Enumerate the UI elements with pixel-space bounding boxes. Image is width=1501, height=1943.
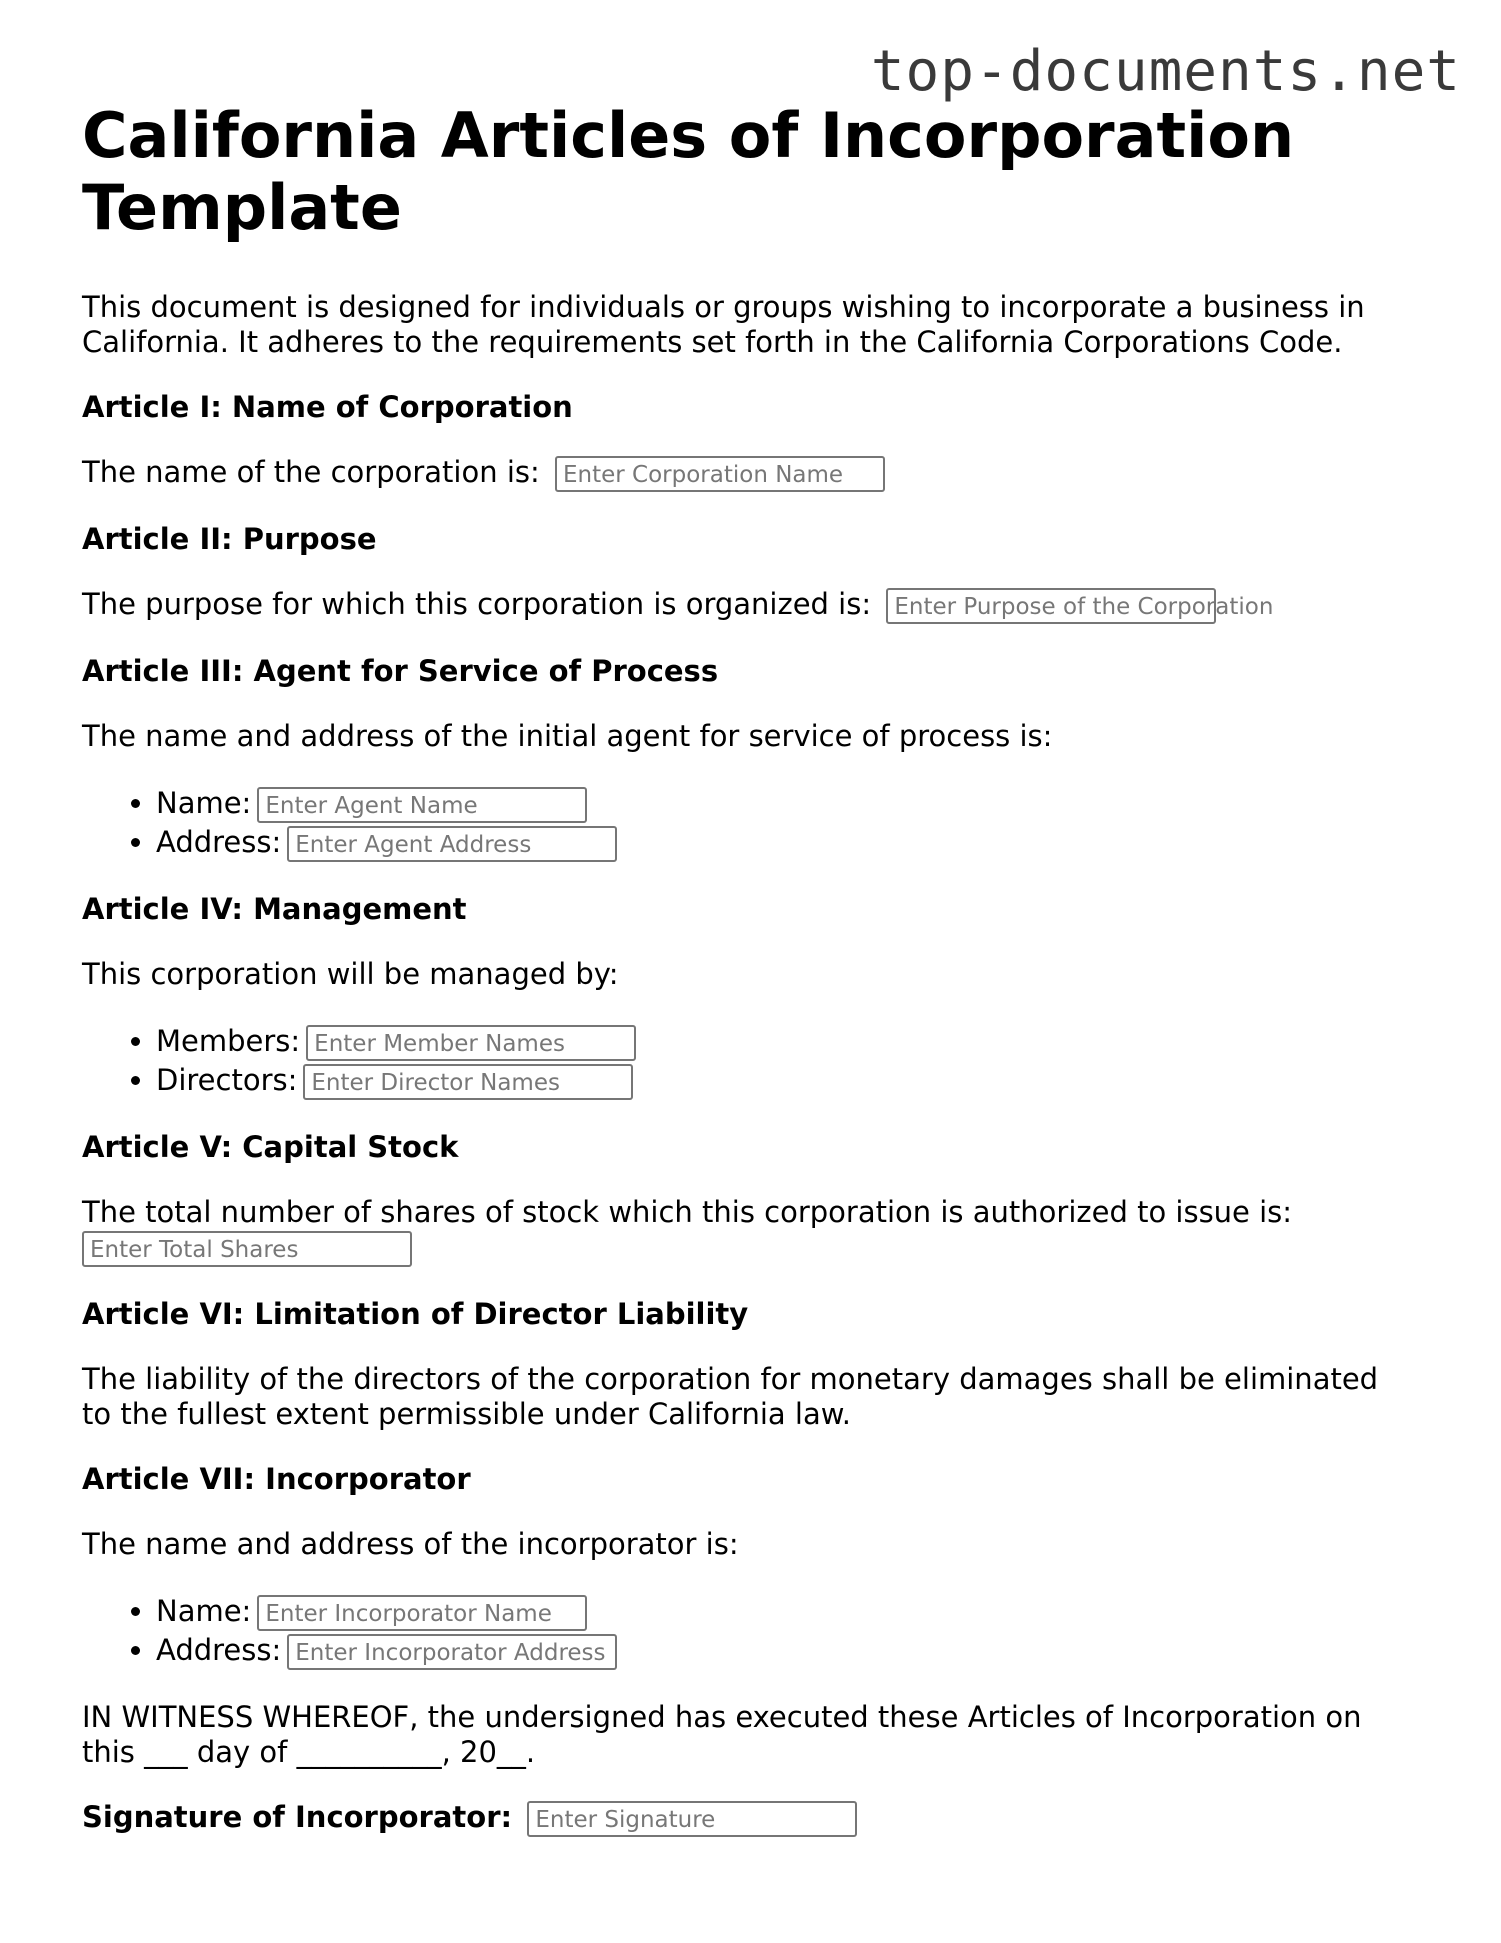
article-5-prompt: The total number of shares of stock which this corporation is authorized to issue is: — [82, 1195, 1293, 1229]
signature-row — [82, 1800, 1412, 1837]
directors-input[interactable]: Enter Director Names — [303, 1064, 633, 1100]
witness-paragraph: IN WITNESS WHEREOF, the undersigned has executed these Articles of Incorporation on this ___ day of __________, 20__. — [82, 1700, 1362, 1769]
purpose-input[interactable]: Enter Purpose of the Corporation — [886, 588, 1216, 624]
article-4-heading: Article IV: Management — [82, 892, 467, 926]
article-7-heading: Article VII: Incorporator — [82, 1462, 471, 1496]
agent-name-label: Name: — [156, 786, 252, 820]
list-item — [156, 1592, 1412, 1631]
agent-name-input[interactable]: Enter Agent Name — [257, 787, 587, 823]
list-item — [156, 823, 1412, 862]
incorporator-address-input[interactable]: Enter Incorporator Address — [287, 1634, 617, 1670]
list-item — [156, 1061, 1412, 1100]
signature-input[interactable]: Enter Signature — [527, 1801, 857, 1837]
article-1-text — [82, 455, 1412, 492]
article-5-text — [82, 1195, 1412, 1267]
article-6-text: The liability of the directors of the corporation for monetary damages shall be eliminated to the fullest extent permissible under California law. — [82, 1362, 1379, 1431]
article-1-prompt: The name of the corporation is: — [82, 455, 540, 489]
article-2-prompt: The purpose for which this corporation is organized is: — [82, 587, 872, 621]
signature-label: Signature of Incorporator: — [82, 1800, 513, 1834]
article-3-heading: Article III: Agent for Service of Process — [82, 654, 719, 688]
article-3-text: The name and address of the initial agent for service of process is: — [82, 719, 1053, 753]
article-5-heading: Article V: Capital Stock — [82, 1130, 459, 1164]
incorporator-name-label: Name: — [156, 1594, 252, 1628]
total-shares-input[interactable]: Enter Total Shares — [82, 1231, 412, 1267]
incorporator-list — [82, 1592, 1412, 1670]
members-input[interactable]: Enter Member Names — [306, 1025, 636, 1061]
incorporator-name-input[interactable]: Enter Incorporator Name — [257, 1595, 587, 1631]
document-body — [82, 100, 1412, 1867]
list-item — [156, 784, 1412, 823]
management-list — [82, 1022, 1412, 1100]
article-2-heading: Article II: Purpose — [82, 522, 377, 556]
article-7-text: The name and address of the incorporator is: — [82, 1527, 739, 1561]
corporation-name-input[interactable]: Enter Corporation Name — [555, 456, 885, 492]
intro-paragraph: This document is designed for individuals or groups wishing to incorporate a business in California. It adheres to the requirements set forth in the California Corporations Code. — [82, 290, 1365, 359]
article-2-text — [82, 587, 1412, 624]
agent-address-input[interactable]: Enter Agent Address — [287, 826, 617, 862]
watermark: top-documents.net — [870, 39, 1461, 104]
incorporator-address-label: Address: — [156, 1633, 282, 1667]
members-label: Members: — [156, 1024, 301, 1058]
list-item — [156, 1022, 1412, 1061]
agent-address-label: Address: — [156, 825, 282, 859]
article-1-heading: Article I: Name of Corporation — [82, 390, 573, 424]
article-6-heading: Article VI: Limitation of Director Liability — [82, 1297, 749, 1331]
list-item — [156, 1631, 1412, 1670]
directors-label: Directors: — [156, 1063, 298, 1097]
article-4-text: This corporation will be managed by: — [82, 957, 619, 991]
page-title: California Articles of Incorporation Template — [82, 99, 1295, 244]
agent-list — [82, 784, 1412, 862]
